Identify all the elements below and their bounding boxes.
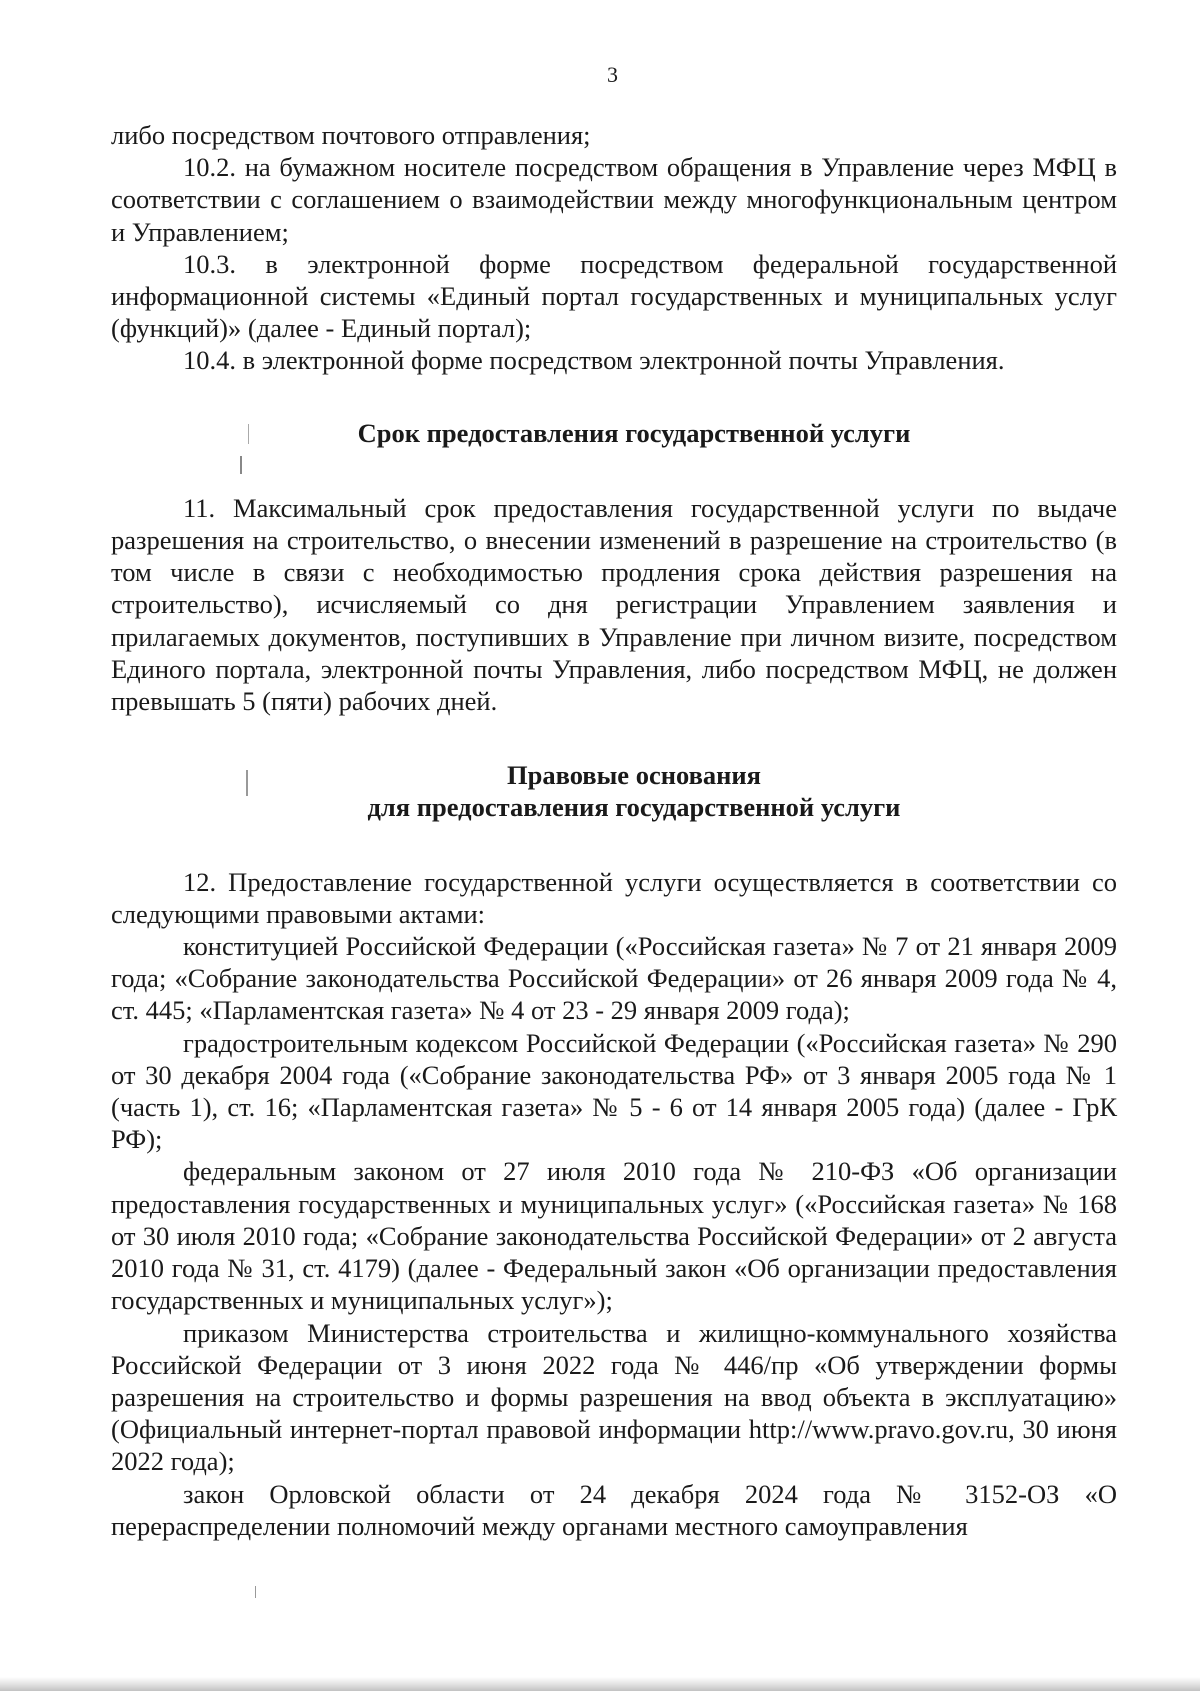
- paragraph-postal-delivery: либо посредством почтового отправления;: [111, 120, 591, 150]
- paragraph-10-3: 10.3. в электронной форме посредством федеральной государственной информационной системы «Единый портал государственных и муниципальных услуг (функций)» (далее - Единый портал);: [111, 248, 1117, 344]
- paragraph-constitution: конституцией Российской Федерации («Российская газета» № 7 от 21 января 2009 года; «Собрание законодательства Российской Федерации» от 26 января 2009 года № 4, ст. 445; «Парламентская газета» № 4 от 23 - 29 января 2009 года);: [111, 931, 1117, 1026]
- spacer: [111, 449, 1117, 492]
- paragraph-10-2: 10.2. на бумажном носителе посредством обращения в Управление через МФЦ в соответствии с соглашением о взаимодействии между многофункциональным центром и Управлением;: [111, 152, 1117, 247]
- page-number: 3: [607, 62, 618, 87]
- paragraph-urban-planning-code: градостроительным кодексом Российской Федерации («Российская газета» № 290 от 30 декабря 2004 года («Собрание законодательства РФ» от 3 января 2005 года № 1 (часть 1), ст. 16; «Парламентская газета» № 5 - 6 от 14 января 2005 года) (далее - ГрК РФ);: [111, 1027, 1117, 1155]
- paragraph-10-4: 10.4. в электронной форме посредством электронной почты Управления.: [183, 345, 1005, 376]
- spacer: [111, 377, 1117, 417]
- paragraph-federal-law-210: федеральным законом от 27 июля 2010 года № 210-ФЗ «Об организации предоставления государственных и муниципальных услуг» («Российская газета» № 168 от 30 июля 2010 года; «Собрание законодательства Российской Федерации» от 2 августа 2010 года № 31, ст. 4179) (далее - Федеральный закон «Об организации предоставления государственных и муниципальных услуг»);: [111, 1156, 1117, 1316]
- document-body: [111, 119, 1117, 1542]
- scan-artifact: [248, 424, 249, 444]
- spacer: [111, 824, 1117, 866]
- paragraph-11: 11. Максимальный срок предоставления государственной услуги по выдаче разрешения на строительство, о внесении изменений в разрешение на строительство (в том числе в связи с необходимостью продления срока действия разрешения на строительство), исчисляемый со дня регистрации Управлением заявления и прилагаемых документов, поступивших в Управление при личном визите, посредством Единого портала, электронной почты Управления, либо посредством МФЦ, не должен превышать 5 (пяти) рабочих дней.: [111, 492, 1117, 717]
- section-heading-legal-basis-line1: Правовые основания: [506, 760, 761, 791]
- paragraph-oryol-law: закон Орловской области от 24 декабря 2024 года № 3152-ОЗ «О перераспределении полномочий между органами местного самоуправления: [111, 1478, 1117, 1541]
- section-heading-legal-basis-line2: для предоставления государственной услуги: [367, 792, 901, 823]
- section-heading-term: Срок предоставления государственной услуги: [357, 417, 911, 448]
- scan-artifact: [255, 1586, 256, 1598]
- paragraph-12: 12. Предоставление государственной услуги осуществляется в соответствии со следующими правовыми актами:: [111, 866, 1117, 929]
- paragraph-ministry-order: приказом Министерства строительства и жилищно-коммунального хозяйства Российской Федерации от 3 июня 2022 года № 446/пр «Об утверждении формы разрешения на строительство и формы разрешения на ввод объекта в эксплуатацию» (Официальный интернет-портал правовой информации http://www.pravo.gov.ru, 30 июня 2022 года);: [111, 1317, 1117, 1477]
- scan-artifact: [246, 770, 248, 796]
- spacer: [111, 717, 1117, 759]
- scan-artifact: [240, 456, 242, 474]
- scan-edge-artifact: [0, 1677, 1200, 1691]
